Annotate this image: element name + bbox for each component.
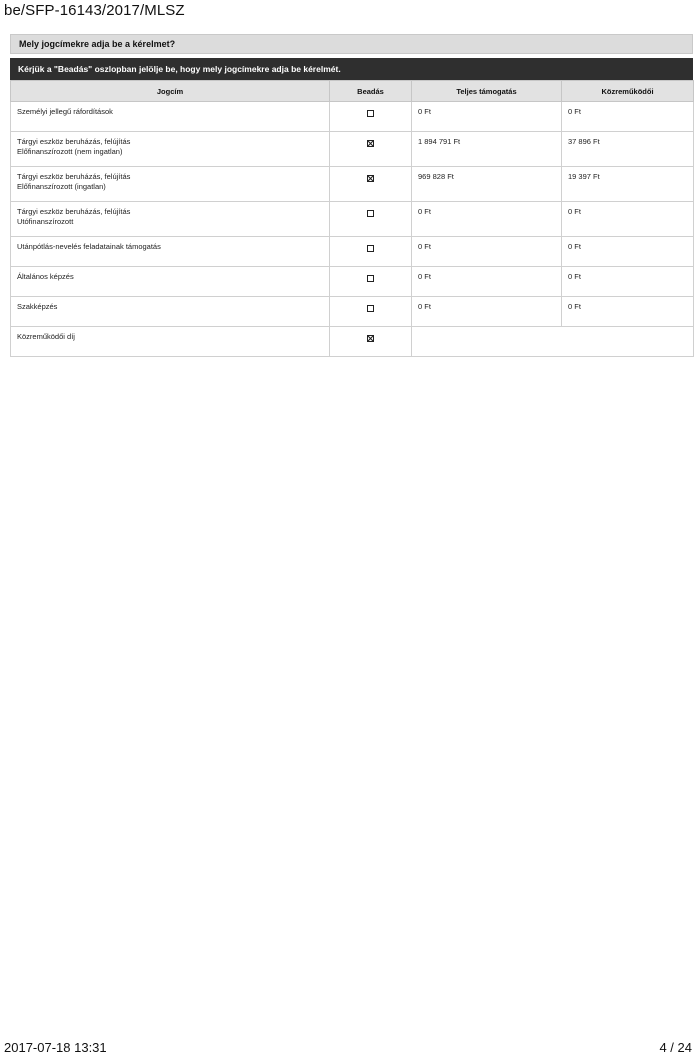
jogcim-table — [10, 80, 694, 357]
table-row — [11, 297, 694, 327]
jogcim-sublabel: Előfinanszírozott (ingatlan) — [17, 181, 106, 191]
beadas-cell — [330, 327, 412, 357]
beadas-checkbox[interactable] — [367, 305, 374, 312]
beadas-cell — [330, 132, 412, 167]
jogcim-label: Közreműködői díj — [17, 332, 75, 341]
jogcim-section — [10, 34, 693, 357]
teljes-tamogatas-value: 969 828 Ft — [412, 167, 562, 202]
empty-amount-cell — [412, 327, 694, 357]
kozremukodoi-value: 19 397 Ft — [562, 167, 694, 202]
table-row — [11, 132, 694, 167]
column-header-teljes-tamogatas: Teljes támogatás — [412, 81, 562, 102]
jogcim-sublabel: Utófinanszírozott — [17, 216, 74, 226]
column-header-beadas: Beadás — [330, 81, 412, 102]
jogcim-cell — [11, 237, 330, 267]
jogcim-label: Általános képzés — [17, 272, 74, 281]
beadas-cell — [330, 267, 412, 297]
jogcim-label: Tárgyi eszköz beruházás, felújítás — [17, 137, 131, 146]
beadas-checkbox[interactable] — [367, 110, 374, 117]
table-row — [11, 167, 694, 202]
beadas-checkbox-checked[interactable] — [367, 175, 374, 182]
table-row — [11, 237, 694, 267]
print-timestamp: 2017-07-18 13:31 — [4, 1040, 107, 1055]
jogcim-cell — [11, 102, 330, 132]
beadas-checkbox-checked[interactable] — [367, 140, 374, 147]
kozremukodoi-value: 37 896 Ft — [562, 132, 694, 167]
kozremukodoi-value: 0 Ft — [562, 102, 694, 132]
kozremukodoi-value: 0 Ft — [562, 237, 694, 267]
column-header-jogcim: Jogcím — [11, 81, 330, 102]
beadas-cell — [330, 237, 412, 267]
jogcim-cell — [11, 267, 330, 297]
jogcim-cell — [11, 167, 330, 202]
beadas-cell — [330, 102, 412, 132]
beadas-checkbox-checked[interactable] — [367, 335, 374, 342]
jogcim-label: Tárgyi eszköz beruházás, felújítás — [17, 207, 131, 216]
beadas-cell — [330, 202, 412, 237]
table-row — [11, 102, 694, 132]
kozremukodoi-value: 0 Ft — [562, 267, 694, 297]
table-row — [11, 327, 694, 357]
page-number: 4 / 24 — [659, 1040, 692, 1055]
table-row — [11, 267, 694, 297]
jogcim-cell — [11, 297, 330, 327]
instruction-bar: Kérjük a "Beadás" oszlopban jelölje be, hogy mely jogcímekre adja be kérelmét. — [10, 58, 693, 80]
teljes-tamogatas-value: 0 Ft — [412, 237, 562, 267]
teljes-tamogatas-value: 0 Ft — [412, 202, 562, 237]
table-header-row — [11, 81, 694, 102]
table-body — [11, 102, 694, 357]
jogcim-sublabel: Előfinanszírozott (nem ingatlan) — [17, 146, 123, 156]
document-id: be/SFP-16143/2017/MLSZ — [4, 2, 185, 19]
jogcim-cell — [11, 132, 330, 167]
table-row — [11, 202, 694, 237]
teljes-tamogatas-value: 0 Ft — [412, 102, 562, 132]
kozremukodoi-value: 0 Ft — [562, 202, 694, 237]
jogcim-label: Személyi jellegű ráfordítások — [17, 107, 113, 116]
column-header-kozremukodoi: Közreműködői — [562, 81, 694, 102]
teljes-tamogatas-value: 0 Ft — [412, 267, 562, 297]
jogcim-cell — [11, 327, 330, 357]
jogcim-label: Utánpótlás-nevelés feladatainak támogatás — [17, 242, 161, 251]
beadas-cell — [330, 167, 412, 202]
beadas-checkbox[interactable] — [367, 275, 374, 282]
beadas-cell — [330, 297, 412, 327]
beadas-checkbox[interactable] — [367, 210, 374, 217]
jogcim-label: Szakképzés — [17, 302, 58, 311]
teljes-tamogatas-value: 0 Ft — [412, 297, 562, 327]
teljes-tamogatas-value: 1 894 791 Ft — [412, 132, 562, 167]
kozremukodoi-value: 0 Ft — [562, 297, 694, 327]
section-title: Mely jogcímekre adja be a kérelmet? — [10, 34, 693, 54]
jogcim-cell — [11, 202, 330, 237]
jogcim-label: Tárgyi eszköz beruházás, felújítás — [17, 172, 131, 181]
beadas-checkbox[interactable] — [367, 245, 374, 252]
